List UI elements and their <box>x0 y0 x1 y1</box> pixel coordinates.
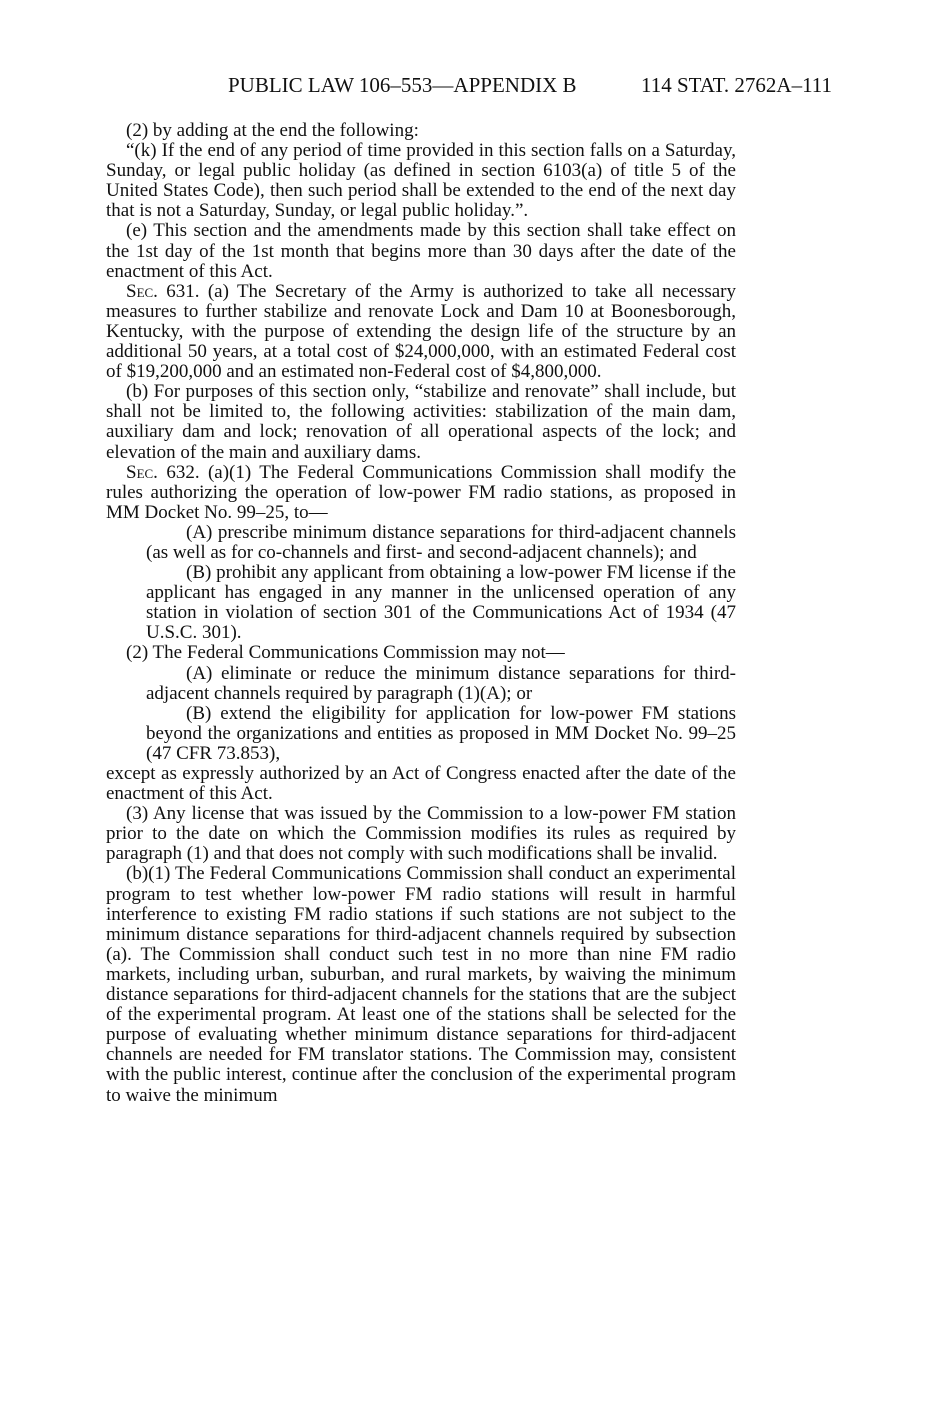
clause-a2-B: (B) extend the eligibility for application for low-power FM stations beyond the organizations and entities as proposed in MM Docket No. 99–25 (47 CFR 73.853), <box>146 702 736 764</box>
clause-a2-A: (A) eliminate or reduce the minimum distance separations for third-adjacent channels required by paragraph (1)(A); or <box>146 662 736 704</box>
section-632-a1: Sec. 632. (a)(1) The Federal Communications Commission shall modify the rules authorizing the operation of low-power FM radio stations, as proposed in MM Docket No. 99–25, to— <box>106 461 736 523</box>
paragraph-2-adding: (2) by adding at the end the following: <box>126 120 419 141</box>
law-title: PUBLIC LAW 106–553—APPENDIX B <box>228 73 577 97</box>
body-text <box>106 121 736 1106</box>
clause-a1-A: (A) prescribe minimum distance separations for third-adjacent channels (as well as for co-channels and first- and second-adjacent channels); and <box>146 521 736 563</box>
section-631-a: Sec. 631. (a) The Secretary of the Army is authorized to take all necessary measures to further stabilize and renovate Lock and Dam 10 at Boonesborough, Kentucky, with the purpose of extending the design life of the structure by an additional 50 years, at a total cost of $24,000,000, with an estimated Federal cost of $19,200,000 and an estimated non-Federal cost of $4,800,000. <box>106 280 736 383</box>
section-631-b: (b) For purposes of this section only, “stabilize and renovate” shall include, but shall not be limited to, the following activities: stabilization of the main dam, auxiliary dam and lock; renovation of all operational aspects of the lock; and elevation of the main and auxiliary dams. <box>106 381 736 463</box>
paragraph-k: “(k) If the end of any period of time provided in this section falls on a Saturday, Sunday, or legal public holiday (as defined in section 6103(a) of title 5 of the United States Code), then such period shall be extended to the end of the next day that is not a Saturday, Sunday, or legal public holiday.”. <box>106 140 736 222</box>
clause-a1-B: (B) prohibit any applicant from obtaining a low-power FM license if the applicant has engaged in any manner in the unlicensed operation of any station in violation of section 301 of the Communications Act of 1934 (47 U.S.C. 301). <box>146 562 736 644</box>
paragraph-except: except as expressly authorized by an Act of Congress enacted after the date of the enactment of this Act. <box>106 763 736 805</box>
paragraph-a3: (3) Any license that was issued by the Commission to a low-power FM station prior to the date on which the Commission modifies its rules as required by paragraph (1) and that does not comply with such modifications shall be invalid. <box>106 803 736 865</box>
paragraph-e: (e) This section and the amendments made by this section shall take effect on the 1st day of the 1st month that begins more than 30 days after the date of the enactment of this Act. <box>106 220 736 282</box>
stat-citation: 114 STAT. 2762A–111 <box>641 73 833 97</box>
paragraph-a2: (2) The Federal Communications Commission may not— <box>126 642 565 664</box>
paragraph-b1: (b)(1) The Federal Communications Commission shall conduct an experimental program to test whether low-power FM radio stations will result in harmful interference to existing FM radio stations if such stations are not subject to the minimum distance separations for third-adjacent channels required by subsection (a). The Commission shall conduct such test in no more than nine FM radio markets, including urban, suburban, and rural markets, by waiving the minimum distance separations for third-adjacent channels for the stations that are the subject of the experimental program. At least one of the stations shall be selected for the purpose of evaluating whether minimum distance separations for third-adjacent channels are needed for FM translator stations. The Commission may, consistent with the public interest, continue after the conclusion of the experimental program to waive the minimum <box>106 863 736 1106</box>
